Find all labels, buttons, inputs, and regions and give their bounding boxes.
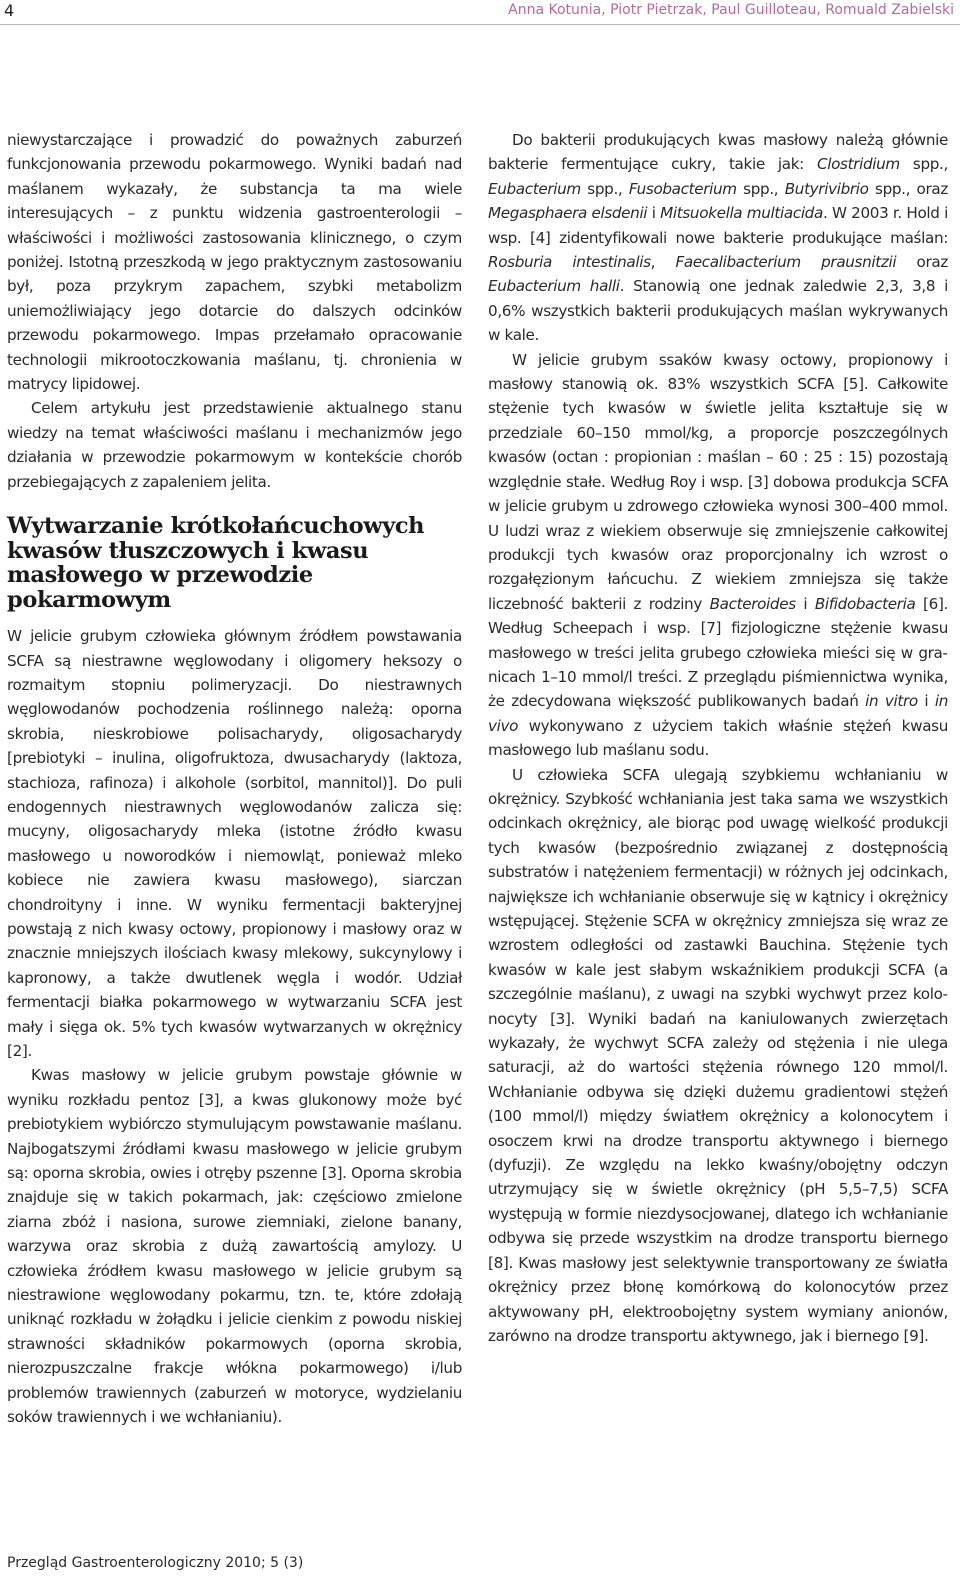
paragraph: Kwas masłowy w jelicie grubym powstaje głównie w wyniku rozkładu pentoz [3], a kwas glukonowy może być prebiotykiem wybiórczo stymulującym powstawanie maślanu. Najbogatszymi źródłami kwasu masłowego w jelicie grubym są: oporna skrobia, owies i otręby pszenne [3]. Oporna skrobia znajduje się w takich pokarmach, jak: częściowo zmielone ziarna zbóż i nasiona, surowe ziemniaki, zielone banany, warzywa oraz skrobia z dużą zawartością amylozy. U człowieka źródłem kwasu masłowego w jelicie grubym są niestrawione węglowodany pokarmu, tzn. te, które zdołają uniknąć rozkładu w żołądku i jelicie cienkim z powodu niskiej strawności składników pokarmowych (oporna skrobia, nierozpuszczalne frakcje włókna pokarmowego) i/lub problemów trawiennych (zaburzeń w motoryce, wydzielaniu soków trawiennych i we wchłanianiu).	[7, 1066, 462, 1427]
italic-term: Clostridium	[816, 155, 900, 174]
paragraph	[488, 348, 948, 763]
text-run: . Stanowią one jednak zaledwie 2,3, 3,8 i 0,6% wszystkich bakterii produkujących maślan wykrywanych w kale.	[488, 277, 949, 345]
text-run: i	[795, 594, 815, 613]
italic-term: in vitro	[865, 692, 918, 711]
italic-term: in vivo	[488, 692, 949, 735]
right-column	[488, 128, 948, 1348]
italic-term: Eubacterium	[488, 179, 581, 198]
page-number: 4	[4, 1, 15, 20]
italic-term: Bacteroides	[709, 594, 796, 613]
italic-term: Rosburia intestinalis	[488, 253, 651, 272]
text-run: i	[647, 204, 661, 223]
italic-term: Megasphaera elsdenii	[488, 204, 648, 223]
text-run: ,	[650, 253, 676, 272]
paragraph: W jelicie grubym człowieka głównym źródłem powstawania SCFA są niestrawne węglowodany i oligomery heksozy o rozmaitym stopniu polimeryzacji. Do niestrawnych węglowodanów pochodzenia roślinnego należą: oporna skrobia, nieskrobiowe polisacharydy, oligosacharydy [prebiotyki – inulina, oligofruktoza, dwusacharydy (laktoza, stachioza, rafinoza) i alkohole (sorbitol, mannitol)]. Do puli endogennych niestrawnych węglowodanów zalicza się: mucyny, oligosacharydy mleka (istotne źródło kwasu masłowego u noworodków i niemowląt, ponieważ mleko kobiece nie zawiera kwasu masłowego), siarczan chondroityny i inne. W wyniku fermentacji bakteryjnej powstają z nich kwasy octowy, propionowy i masłowy oraz w znacznie mniejszych ilościach kwasy mlekowy, sukcynylowy i kapronowy, a także dwutlenek węgla i wodór. Udział fermentacji białka pokarmowego w wytwarzaniu SCFA jest mały i sięga ok. 5% tych kwasów wytwarzanych w okrężnicy [2].	[7, 627, 462, 1060]
text-run: spp.,	[899, 155, 949, 174]
italic-term: Fusobacterium	[628, 179, 737, 198]
running-header-authors: Anna Kotunia, Piotr Pietrzak, Paul Guilloteau, Romuald Zabielski	[508, 2, 954, 18]
page-header	[0, 0, 960, 25]
italic-term: Mitsuokella multiacida	[660, 204, 823, 223]
paragraph: Celem artykułu jest przedstawienie aktualnego stanu wiedzy na temat właściwości maślanu i mechanizmów jego działania w przewodzie pokarmowym w kontekście chorób przebiegających z zapaleniem jelita.	[7, 399, 462, 491]
text-run: oraz	[896, 253, 948, 272]
text-run: W jelicie grubym ssaków kwasy octowy, propionowy i masłowy stanowią ok. 83% wszystkich SCFA [5]. Całkowite stężenie tych kwasów w świetle jelita kształtuje się w przedziale 60–150 mmol/kg, a proporcje poszczególnych kwasów (octan : propionian : maślan – 60 : 25 : 15) pozostają względnie stałe. Według Roy i wsp. [3] dobowa produkcja SCFA w jelicie grubym u zdrowego człowieka wynosi 300–400 mmol. U ludzi wraz z wiekiem obserwuje się zmniejszenie całkowitej produkcji tych kwasów oraz proporcjonalny ich wzrost o rozgałęzionym łańcuchu. Z wiekiem zmniejsza się także liczebność bakterii z rodziny	[488, 350, 948, 613]
text-run: i	[917, 692, 935, 711]
paragraph: U człowieka SCFA ulegają szybkiemu wchłanianiu w okrężnicy. Szybkość wchłaniania jest taka sama we wszystkich odcinkach okrężnicy, ale biorąc pod uwagę wielkość produkcji tych kwasów (bezpośrednio związanej z dostępnością substratów i natężeniem fermentacji) w różnych jej odcinkach, największe ich wchłanianie obserwuje się w kątnicy i okrężnicy wstępującej. Stężenie SCFA w okrężnicy zmniejsza się wraz ze wzrostem odległości od zastawki Bauchina. Stężenie tych kwasów w kale jest słabym wskaźnikiem produkcji SCFA (a szczególnie maślanu), z uwagi na szybki wychwyt przez kolonocyty [3]. Wyniki badań na kaniulowanych zwierzętach wykazały, że wychwyt SCFA zależy od stężenia i nie ulega saturacji, aż do wartości stężenia równego 120 mmol/l. Wchłanianie odbywa się dzięki dużemu gradientowi stężeń (100 mmol/l) między światłem okrężnicy a kolonocytem i osoczem krwi na drodze transportu aktywnego i biernego (dyfuzji). Ze względu na lekko kwaśny/obojętny odczyn utrzymujący się w świetle okrężnicy (pH 5,5–7,5) SCFA występują w formie niezdysocjowanej, dlatego ich wchłanianie odbywa się przede wszystkim na drodze transportu biernego [8]. Kwas masłowy jest selektywnie transportowany ze światła okrężnicy przez błonę komórkową do kolonocytów przez aktywowany pH, elektroobojętny system wymiany anionów, zarówno na drodze transportu aktywnego, jak i biernego [9].	[488, 765, 948, 1345]
text-run: spp.,	[736, 179, 785, 198]
text-run: wykonywano z użyciem takich właśnie stężeń kwasu masłowego lub maślanu sodu.	[488, 716, 948, 760]
italic-term: Bifidobacteria	[814, 594, 916, 613]
paragraph: niewystarczające i prowadzić do poważnych zaburzeń funkcjonowania przewodu pokarmowego. Wyniki badań nad maślanem wykazały, że substancja ta ma wiele interesujących – z punktu widzenia gastroenterologii – właściwości i możliwości zastosowania klinicznego, o czym poniżej. Istotną przeszkodą w jego praktycznym zastosowaniu był, poza przykrym zapachem, szybki metabolizm uniemożliwiający jego dotarcie do dalszych odcinków przewodu pokarmowego. Impas przełamało opracowanie technologii mikrootoczkowania maślanu, tj. chronienia w matrycy lipidowej.	[7, 131, 462, 394]
journal-footer: Przegląd Gastroenterologiczny 2010; 5 (3)	[7, 1555, 304, 1571]
section-heading: Wytwarzanie krótkołańcuchowych kwasów tłuszczowych i kwasu masłowego w przewodzie pokarmowym	[7, 513, 425, 613]
paragraph	[488, 128, 948, 348]
text-run: . W 2003 r. Hold i wsp. [4] zidentyfikowali nowe bakterie produkujące maślan:	[488, 204, 948, 247]
italic-term: Faecalibacterium prausnitzii	[675, 253, 897, 272]
italic-term: Eubacterium halli	[488, 277, 620, 296]
italic-term: Butyrivibrio	[784, 179, 869, 198]
text-run: [6]. Według Scheepach i wsp. [7] fizjologiczne stężenie kwasu masłowego w treści jelita grubego człowieka mieści się w granicach 1–10 mmol/l treści. Z przeglądu piśmiennictwa wynika, że zdecydowana większość publikowanych badań	[488, 594, 948, 711]
text-run: spp., oraz	[868, 179, 948, 198]
left-column	[7, 128, 462, 1430]
text-run: Do bakterii produkujących kwas masłowy należą głównie bakterie fermentujące cukry, takie jak:	[488, 131, 948, 174]
text-run: spp.,	[580, 179, 629, 198]
